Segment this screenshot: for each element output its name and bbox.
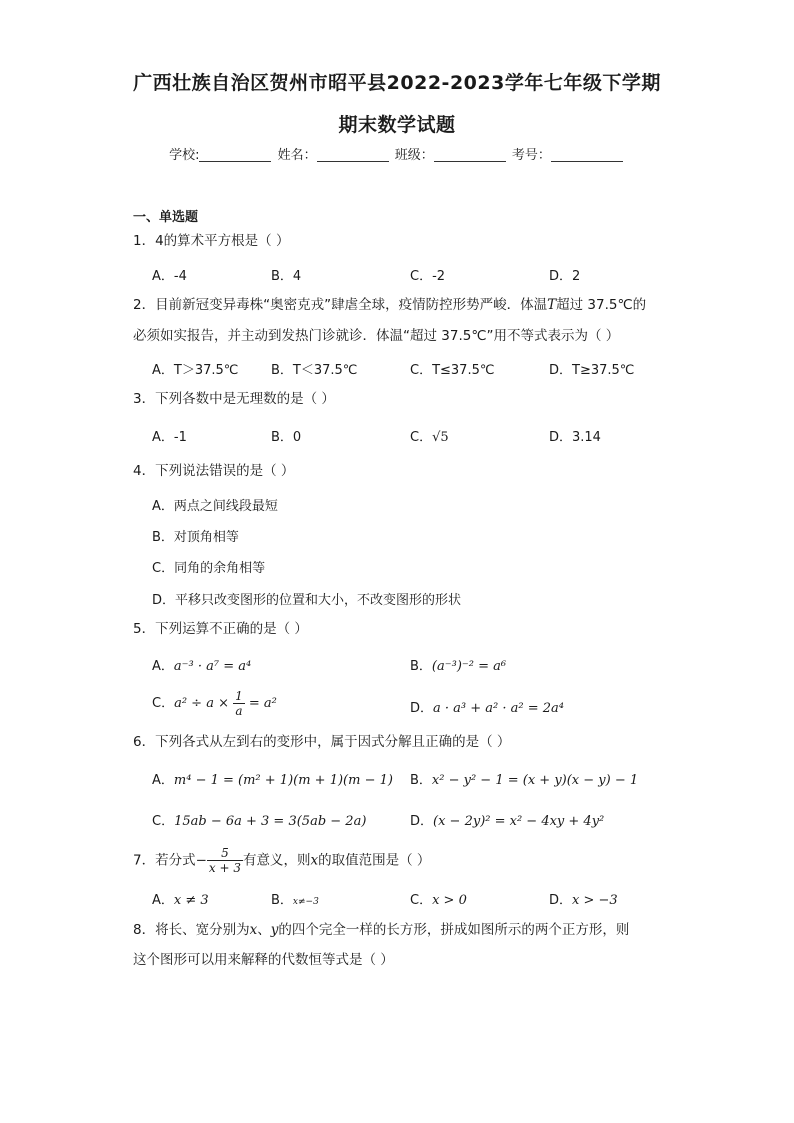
q5-option-d (410, 697, 564, 716)
q6-option-d (410, 810, 604, 829)
question-1: 1．4的算术平方根是（ ） (133, 233, 290, 249)
question-4: 4．下列说法错误的是（ ） (133, 463, 295, 479)
q5-frac-den: a (235, 704, 243, 718)
q7-option-d-math: x > −3 (572, 893, 618, 908)
q3-option-b: B．0 (271, 430, 302, 445)
q8-var-x: x (249, 922, 258, 938)
q7-option-d (549, 889, 618, 908)
q2-option-a: A．T＞37.5℃ (152, 363, 239, 378)
q3-option-c-label: C． (410, 430, 433, 445)
q5-option-a (152, 655, 251, 674)
q5-option-d-label: D． (410, 701, 434, 716)
school-label: 学校: (169, 148, 200, 163)
question-3: 3．下列各数中是无理数的是（ ） (133, 391, 335, 407)
q6-option-b-math: x² − y² − 1 = (x + y)(x − y) − 1 (431, 773, 639, 788)
q3-option-a: A．-1 (152, 430, 187, 445)
q7-option-a-label: A． (152, 893, 174, 908)
q5-option-b-label: B． (410, 659, 432, 674)
q2-text-a: 2．目前新冠变异毒株“奥密克戎”肆虐全球，疫情防控形势严峻．体温 (133, 297, 548, 313)
q2-text-b: 超过 37.5℃的 (556, 297, 647, 313)
q7-text-pre: 7．若分式 (133, 852, 196, 869)
question-8-line1 (133, 921, 629, 939)
q3-option-c-value: √5 (432, 430, 449, 445)
q7-frac-num: 5 (207, 846, 243, 861)
section-heading: 一、单选题 (133, 210, 199, 225)
question-2-line1 (133, 296, 646, 314)
number-label: 考号： (511, 148, 551, 163)
q3-option-c (410, 426, 449, 445)
q2-var-t: T (547, 297, 557, 313)
name-blank (317, 147, 389, 162)
q7-option-a-math: x ≠ 3 (173, 893, 209, 908)
q7-option-a (152, 889, 209, 908)
q5-option-c-math-pre: a² ÷ a × (174, 696, 229, 711)
q7-option-b-math: x≠−3 (292, 897, 319, 907)
q6-option-c (152, 810, 366, 829)
q7-var-x: x (310, 852, 319, 869)
number-blank (551, 147, 623, 162)
q7-option-c-math: x > 0 (432, 893, 467, 908)
q5-option-b-math: (a⁻³)⁻² = a⁶ (431, 659, 507, 674)
q5-option-d-math: a · a³ + a² · a² = 2a⁴ (433, 701, 564, 716)
q7-option-d-label: D． (549, 893, 573, 908)
q1-option-c: C．-2 (410, 269, 446, 284)
q2-option-c: C．T≤37.5℃ (410, 363, 495, 378)
question-5: 5．下列运算不正确的是（ ） (133, 621, 308, 637)
q6-option-b-label: B． (410, 773, 432, 788)
q5-option-c-label: C． (152, 696, 175, 711)
q6-option-c-math: 15ab − 6a + 3 = 3(5ab − 2a) (174, 814, 367, 829)
question-2-line2: 必须如实报告，并主动到发热门诊就诊．体温“超过 37.5℃”用不等式表示为（ ） (133, 328, 620, 344)
q6-option-d-label: D． (410, 814, 434, 829)
q1-option-a: A．-4 (152, 269, 187, 284)
q1-option-b: B．4 (271, 269, 302, 284)
name-label: 姓名： (277, 148, 317, 163)
q4-option-d: D．平移只改变图形的位置和大小，不改变图形的形状 (152, 593, 462, 608)
q7-text-post: 有意义，则 (243, 852, 311, 869)
q6-option-d-math: (x − 2y)² = x² − 4xy + 4y² (433, 814, 605, 829)
q7-frac-den: x + 3 (208, 861, 241, 875)
q5-option-a-label: A． (152, 659, 174, 674)
class-label: 班级： (394, 148, 434, 163)
q8-sep: 、 (257, 922, 271, 938)
q6-option-b (410, 769, 638, 788)
q5-frac-num: 1 (235, 689, 243, 703)
q5-option-c-fraction (233, 689, 245, 718)
q5-option-c (152, 689, 277, 718)
school-blank (199, 147, 271, 162)
exam-title-line1: 广西壮族自治区贺州市昭平县2022-2023学年七年级下学期 (133, 72, 661, 94)
q4-option-a: A．两点之间线段最短 (152, 499, 278, 514)
q6-option-a-math: m⁴ − 1 = (m² + 1)(m + 1)(m − 1) (173, 773, 393, 788)
q7-text-post2: 的取值范围是（ ） (318, 852, 431, 869)
q7-fraction (207, 846, 243, 875)
q8-text-post: 的四个完全一样的长方形，拼成如图所示的两个正方形，则 (278, 922, 630, 938)
q3-option-d: D．3.14 (549, 430, 601, 445)
q6-option-a (152, 769, 393, 788)
q4-option-b: B．对顶角相等 (152, 530, 239, 545)
student-info-line (0, 144, 794, 163)
q6-option-c-label: C． (152, 814, 175, 829)
q2-option-b: B．T＜37.5℃ (271, 363, 358, 378)
question-6: 6．下列各式从左到右的变形中，属于因式分解且正确的是（ ） (133, 734, 511, 750)
q7-option-b (271, 889, 319, 908)
exam-title-line2: 期末数学试题 (338, 114, 456, 136)
q5-option-a-math: a⁻³ · a⁷ = a⁴ (173, 659, 252, 674)
q8-text-pre: 8．将长、宽分别为 (133, 922, 250, 938)
q5-option-c-math-post: = a² (248, 696, 277, 711)
q2-option-d: D．T≥37.5℃ (549, 363, 635, 378)
q5-option-b (410, 655, 506, 674)
class-blank (434, 147, 506, 162)
question-8-line2: 这个图形可以用来解释的代数恒等式是（ ） (133, 952, 394, 968)
q4-option-c: C．同角的余角相等 (152, 561, 266, 576)
q7-option-b-label: B． (271, 893, 293, 908)
q6-option-a-label: A． (152, 773, 174, 788)
question-7 (133, 846, 430, 875)
q7-minus: − (195, 852, 207, 869)
q8-var-y: y (270, 922, 279, 938)
q1-option-d: D．2 (549, 269, 581, 284)
q7-option-c-label: C． (410, 893, 433, 908)
q7-option-c (410, 889, 467, 908)
